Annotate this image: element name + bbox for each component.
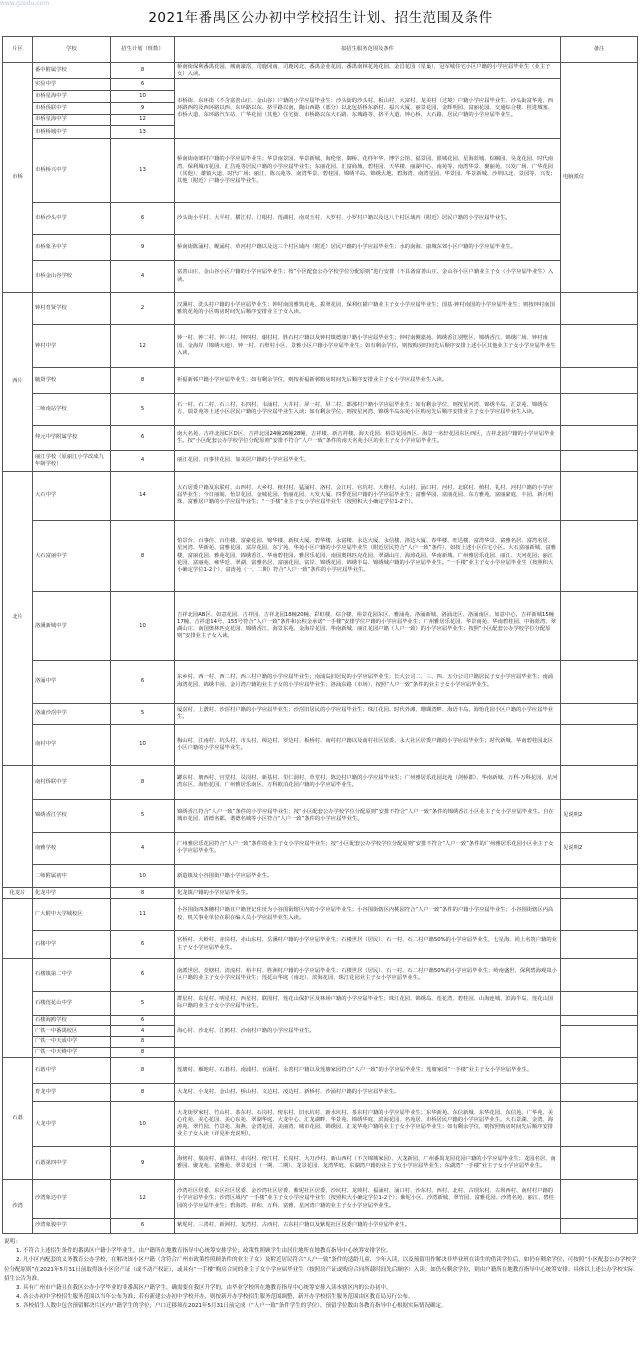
remark-cell (561, 425, 638, 451)
school-name-cell: 洛浦沙滘中学 (33, 703, 111, 724)
scope-conditions-cell: 沙头街小平村、大平村、横江村、汀根村、莲湖村、南双玉村、大罗村、小罗村户籍以及这八个村区域内（附近）居民户籍的小学应届毕业生。 (175, 203, 561, 235)
table-row (3, 79, 638, 91)
scope-conditions-cell: 汉溪村、洗头村户籍的小学应届毕业生；钟村南国雅筑花苑、拔翠花园、保利红猫户籍业主子女小学应届毕业生；国基·钟村南国的小学应届毕业生；则按钟村南国雅筑花苑的小区购房时间先后顺序安排业主子女入读。 (175, 293, 561, 325)
plan-count-cell: 4 (111, 832, 175, 864)
table-row (3, 63, 638, 79)
table-row (3, 1218, 638, 1233)
school-name-cell: 沙湾象达中学 (33, 1180, 111, 1218)
remark-cell (561, 367, 638, 393)
remark-cell: 见说明2 (561, 832, 638, 864)
school-name-cell: 育龙中学 (33, 1084, 111, 1102)
district-cell (3, 958, 33, 1057)
table-row (3, 1180, 638, 1218)
scope-conditions-cell: 富善山庄、金山谷小区户籍的小学应届毕业生；按“小区配套公办学校学位分配原则”进行安排（不具备富善山庄、金山谷小区户籍业主子女（小学应届毕业生）入读。 (175, 261, 561, 293)
remark-cell (561, 888, 638, 899)
table-row (3, 592, 638, 660)
table-row (3, 1102, 638, 1147)
remark-cell (561, 1084, 638, 1102)
table-row (3, 799, 638, 832)
school-name-cell: 化龙中学 (33, 888, 111, 899)
plan-count-cell: 6 (111, 1218, 175, 1233)
plan-count-cell: 4 (111, 261, 175, 293)
school-name-cell: 洛涌中学 (33, 660, 111, 703)
header-remark: 备注 (561, 37, 638, 63)
school-name-cell: 二师南站学校 (33, 393, 111, 425)
remark-cell (561, 592, 638, 660)
scope-conditions-cell: 群星村、东星村、明星村、西星村、联围村、莲花山保护区及林场户籍的小学应届毕业生；珠江花园、锦绣岛、莲花湾、碧桂园、山海连城、滨海半岛、莲花山国际户籍的业主子女小学应届毕业生。 (175, 992, 561, 1016)
scope-conditions-cell: 桥南街陈涌村、蚬涌村、草河村户籍以及这三个村区域内（附近）居民户籍的小学应届毕业生；水的南海、康城东郊小区户籍的小学应届毕业生。 (175, 235, 561, 261)
table-row (3, 888, 638, 899)
scope-conditions-cell (175, 1047, 561, 1058)
plan-count-cell: 8 (111, 367, 175, 393)
enrollment-table (2, 36, 638, 1234)
scope-conditions-cell: 锦绣香江符合“人户一致”条件的小学应届毕业生；按“小区配套公办学校学位分配原则”安排不符合“人户一致”条件的锦绣香江小区业主子女小学应届毕业生。自在城市花园、清德名都、谐德名城等小区符合“人户一致”条件的小学应届毕业生。 (175, 799, 561, 832)
table-row (3, 1084, 638, 1102)
header-plan: 招生计划（班数） (111, 37, 175, 63)
scope-conditions-cell: 钟一村、钟二村、钟三村、钟四村、谢村村、胜石村户籍以及钟村镇德康户籍小学应届毕业生；钟村南侧嘉苑、锦绣香江别墅区、锦绣香江、锦绣广场、钟村南国、金海岸（锦绣大地）、钟一村、石壁村小区、景雅小区户籍小学应届毕业生；如有剩余学位，则按购房时间先后顺序安排上述小区其他业主子女小学应届毕业生入读。 (175, 325, 561, 368)
school-name-cell: 市桥桥城中学 (33, 126, 111, 139)
remark-cell (561, 451, 638, 471)
district-cell: 石碁 (3, 1058, 33, 1180)
plan-count-cell: 12 (111, 1180, 175, 1218)
school-name-cell: 石碁第四中学 (33, 1147, 111, 1180)
note-item: 4. 各公办初中学校招生服务范围以当年公布为准；若有新建公办初中学校开办，则按新开办学校招生服务范围调整，新开办学校招生服务范围由区教育局另行公布。 (16, 1294, 414, 1301)
plan-count-cell: 5 (111, 393, 175, 425)
scope-conditions-cell: 石一村、石二村、石三村、石四村、韦涌村、大井村、屏一村、屏二村、都那村户籍小学应届毕业生；如有剩余学位，则按星河湾、锦绣半岛、汇景苑、锦绣东方、瑞景苑等上述小区居民户籍的小学应届毕业生入读；如有剩余学位，则按星河湾、锦绣半岛东苑小区购房先后顺序安排业主子女小学应届毕业生入读。 (175, 393, 561, 425)
school-name-cell: 广铁一中番禺校区 (33, 1026, 111, 1037)
remark-cell (561, 1218, 638, 1233)
scope-conditions-cell: 海心村、沙北村、江鸥村、沙南村户籍的小学应届毕业生。 (175, 1015, 561, 1047)
table-row (3, 471, 638, 520)
plan-count-cell: 6 (111, 958, 175, 991)
table-row (3, 451, 638, 471)
school-name-cell: 洛溪新城中学 (33, 592, 111, 660)
scope-conditions-cell: 厦滘村、上漖村、沙滘村户籍的小学应届毕业生；沙滘旧居民的小学应届毕业生；珠江花园、时代外滩、珊瑚湾畔、海语丰岛、海怡花园小区户籍的小学应届毕业生。 (175, 703, 561, 724)
scope-conditions-cell: 新造镇及小谷围街户籍小学应届毕业生。 (175, 864, 561, 888)
scope-conditions-cell: 大石居委户籍及东联村、山西村、大乡村、植村村、猛涌村、洛村、会江村、官坑村、大维村、大山村、涌口村、河村、北联村、植村、礼村、河村户籍的小学应届毕业生；今日丽阁、怡景花园、金城花园、怡丽花园、大发大厦、四季花园户籍的小学应届毕业生；富雅华园、富丽花园、东方雅苑、富丽豪庭、丰园、新月明珠、富雅居户籍的小学应届毕业生；“一手楼”业主子女小学应届毕业生（按照积大小确定学位1-2个）。 (175, 471, 561, 520)
table-row (3, 235, 638, 261)
table-row (3, 393, 638, 425)
plan-count-cell: 8 (111, 1084, 175, 1102)
remark-cell (561, 393, 638, 425)
district-cell: 市桥 (3, 63, 33, 293)
school-name-cell: 毓贤学校 (33, 367, 111, 393)
school-name-cell: 丽江学校（原丽江小学改成九年制学校） (33, 451, 111, 471)
remark-cell (561, 520, 638, 592)
plan-count-cell: 5 (111, 703, 175, 724)
plan-count-cell: 13 (111, 139, 175, 203)
table-row (3, 724, 638, 765)
school-name-cell: 南雅学校 (33, 832, 111, 864)
school-name-cell: 石碁中学 (33, 1058, 111, 1084)
table-row (3, 765, 638, 799)
school-name-cell: 实验中学 (33, 79, 111, 91)
table-row (3, 832, 638, 864)
school-name-cell: 石楼中学 (33, 931, 111, 959)
school-name-cell: 二师附属初中 (33, 864, 111, 888)
scope-conditions-cell: 化龙镇户籍的小学应届毕业生。 (175, 888, 561, 899)
remark-cell (561, 1026, 638, 1058)
school-name-cell: 沙湾象骏中学 (33, 1218, 111, 1233)
school-name-cell: 市桥金山谷学校 (33, 261, 111, 293)
plan-count-cell: 6 (111, 425, 175, 451)
scope-conditions-cell: 桥南街南郊村户籍的小学应届毕业生；华景南景园、华景新城、海伦堡、御桥、花样年华、博学公馆、福景园、银城花园、星海蓝城、棕榈园、昊龙花园、时代南湾、保利城市花园、汇昌苑等居民户籍的小学应届毕业生；东丽花园、汇富商城、碧桂园、天华楼、丽湖中心、南苑等、南湾华景、聚丽苑、兴发广场、广华花园（其他）、雄镇大道、时代广场；丽江、陈兴苑等、南湾华景、碧桂园、锦绣半岛、锦绣大地、碧海湾、南湾星园、华景园、华景新城、沙圳以北、景园等、兴发；其他（附近）户籍小学应届毕业生。 (175, 139, 561, 203)
plan-count-cell: 6 (111, 203, 175, 235)
remark-cell: 电脑派位 (561, 63, 638, 293)
district-cell: 西片 (3, 293, 33, 471)
district-cell: 沙湾 (3, 1180, 33, 1234)
school-name-cell: 广铁一中天峰中学 (33, 1047, 111, 1058)
school-name-cell: 钟村中学 (33, 325, 111, 368)
school-name-cell: 市桥桥兴中学 (33, 139, 111, 203)
page-title: 2021年番禺区公办初中学校招生计划、招生范围及条件 (148, 10, 493, 26)
table-row (3, 367, 638, 393)
plan-count-cell: 8 (111, 63, 175, 79)
scope-conditions-cell: 大龙村、小龙村、金山村、桥山村、文边村、凌边村、新桥村、沙涌村户籍的小学应届毕业生。 (175, 1084, 561, 1102)
table-row (3, 425, 638, 451)
plan-count-cell: 10 (111, 864, 175, 888)
school-name-cell: 市桥侨联中学 (33, 102, 111, 114)
header-district: 片区 (3, 37, 33, 63)
school-name-cell: 番中附属学校 (33, 63, 111, 79)
table-row (3, 958, 638, 991)
table-row (3, 293, 638, 325)
school-name-cell: 市桥象圣中学 (33, 235, 111, 261)
scope-conditions-cell: 沙湾社区居委、东区社区居委、金沙湾社区居委、紫坭社区居委、沙坑村、龙岐村、福涌村、涌口村、沙东村、西村、北村、古坝东村、古坝西村、南村村户籍的小学应届毕业生；沙湾区域内“一手楼”业主子女小学应届毕业生（按照积大小确定学位1-2个）；紫坭小区、沙湾新城、翠竹园、富雅花园、沙湾名苑、丽江、碧桂园的小学应届毕业生；碧海湾、祥和、万科、富雅、星河湾户籍的业主子女小学应届毕业生。 (175, 1180, 561, 1218)
plan-count-cell: 8 (111, 1047, 175, 1058)
remark-cell (561, 471, 638, 520)
note-item: 5. 各校招生人数中包含预留解决片区内户籍学生的学位；户口迁移须在2021年5月31日前完成（“人户一致”条件学生的学位），预留学位数由各教育指导中心根据实际情况确定。 (16, 1303, 447, 1310)
table-header-row (3, 37, 638, 63)
remark-cell (561, 992, 638, 1016)
note-item: 1. 不符合上述招生条件的番禺区户籍小学毕业生，由户籍所在地教育指导中心统筹安排学位；政策性照顾学生由居住地所在地教育指导中心统筹安排学位。 (16, 1248, 392, 1255)
district-cell (3, 765, 33, 888)
scope-conditions-cell: 南大名苑、吉祥北园C区D区、吉祥北园24幢26幢28幢、吉祥楼、新吉祥楼、海天花园、裕景花园西区、海景一名轩花园东区西区，吉祥北园户籍的小学应届毕业生。按“小区配套公办学校学位分配原则”安排不符合“人户一致”条件的南天名苑小区的业主子女小学应届毕业生。 (175, 425, 561, 451)
district-cell (3, 899, 33, 959)
table-row (3, 261, 638, 293)
notes-heading: 说明： (4, 1239, 21, 1245)
plan-count-cell: 10 (111, 724, 175, 765)
school-name-cell: 石楼海鸥学校 (33, 1015, 111, 1026)
table-row (3, 1015, 638, 1026)
watermark: www.gzedu.com (0, 0, 50, 7)
remark-cell (561, 724, 638, 765)
scope-conditions-cell: 丽江花园、百事佳花园、加美居户籍的小学应届毕业生。 (175, 451, 561, 471)
plan-count-cell: 9 (111, 235, 175, 261)
table-row (3, 864, 638, 888)
scope-conditions-cell: 大龙街罗家村、竹山村、茶东村、石岗村、傍东村、旧水坑村、新水坑村、茶东村户籍的小学应届毕业生；东华新苑、东信新城、东华花园、东信苑、广华苑、美心花苑、美心花园、美心东苑、翠湖华庭、大龙中心、汇龙湖畔、华景苑、锦绣华庭、滨海花园、名苑居、市桥居民户籍的小学应届毕业生。大石景湖、金湾、海涛苑、翠竹园、竹景苑、海燕、金湾花园、美丽湾、城市花园、锦绣园、汇龙华苑户籍的业主子女小学应届毕业生；如有剩余学位，则按照购房时间先后顺序安排业主子女入读（详见补充说明）。 (175, 1102, 561, 1147)
plan-count-cell: 5 (111, 799, 175, 832)
table-row (3, 203, 638, 235)
note-item: 3. 具有广州市户籍且在我区公办小学毕业的非番禺区户籍学生，确需要在我区升学的，由毕业学校所在地教育指导中心统筹安排入读本辖区内的公办初中。 (16, 1285, 392, 1292)
plan-count-cell: 6 (111, 931, 175, 959)
remark-cell (561, 958, 638, 991)
header-school: 学校 (33, 37, 111, 63)
remark-cell (561, 1102, 638, 1147)
table-row (3, 1058, 638, 1084)
plan-count-cell: 9 (111, 102, 175, 114)
scope-conditions-cell: 东乡村、西一村、西二村、西三村户籍的小学应届毕业生；南浦岛旧居民的小学应届毕业生；长大公司二、三、四、五分公司户籍居民子女小学应届毕业生；南浦海湾花园、锦绣丰园、金月湾户籍的业主子女的小学应届毕业生；洛涌东路（市场），按照“人户一致”条件的业主子女小学应届毕业生。 (175, 660, 561, 703)
remark-cell (561, 1015, 638, 1026)
scope-conditions-cell: 紫坭村、三善村、新洲村、龙湾村、古西村、古东村户籍以及紫坭社区居委户籍的小学应届毕业生。 (175, 1218, 561, 1233)
plan-count-cell: 9 (111, 1147, 175, 1180)
plan-count-cell: 8 (111, 1037, 175, 1048)
table-row (3, 703, 638, 724)
table-row (3, 139, 638, 203)
table-row (3, 520, 638, 592)
plan-count-cell: 6 (111, 1015, 175, 1026)
school-name-cell: 广铁一中天成中学 (33, 1037, 111, 1048)
table-row (3, 992, 638, 1016)
school-name-cell: 广大附中大学城校区 (33, 899, 111, 931)
table-row (3, 899, 638, 931)
scope-conditions-cell: 广州雅居乐花园符合“人户一致”条件的业主子女小学应届毕业生；按“小区配套公办学校学位分配原则”安排不符合“人户一致”条件的广州雅居乐花园小区业主子女小学应届毕业生。 (175, 832, 561, 864)
remark-cell (561, 325, 638, 368)
plan-count-cell: 10 (111, 91, 175, 103)
school-name-cell: 市桥星海中学 (33, 91, 111, 103)
school-name-cell: 石楼莲花山中学 (33, 992, 111, 1016)
scope-conditions-cell: 梅山村、江南村、坑头村、市头村、樟边村、罗边村、板桥村、南村村户籍以及南村社区居委、永大社区居委户籍的小学应届毕业生；时代新城、华南碧桂园北区小区户籍的小学应届毕业生。 (175, 724, 561, 765)
plan-count-cell: 8 (111, 1058, 175, 1084)
table-row (3, 660, 638, 703)
plan-count-cell: 8 (111, 520, 175, 592)
plan-count-cell: 12 (111, 114, 175, 126)
plan-count-cell: 13 (111, 126, 175, 139)
scope-conditions-cell: 市桥街、东环街（不含富善山庄、金山谷）户籍的小学应届毕业生；沙头街的沙头村、板山村、大富村、龙美村（过境）户籍小学应届毕业生、沙头街富华苑、西环路西的及西环路以西、东环路以东、挤平路以南、陶山西路（部分）以北包括桥东新村、福兴大厦、丽景花园、金辉明园、富丽花园、交通综合楼、桂进城塞、市桥大道、东环路汽车站、广华花园（其他）住宅街、市桥路以东大石路、东城路等、挤平大道、钟心桥、大石路，居民户籍的小学应届毕业生。 (175, 79, 561, 139)
table-row (3, 931, 638, 959)
remark-cell (561, 765, 638, 799)
plan-count-cell: 10 (111, 1102, 175, 1147)
plan-count-cell: 11 (111, 899, 175, 931)
remark-cell (561, 864, 638, 888)
school-name-cell: 大石中学 (33, 471, 111, 520)
remark-cell (561, 899, 638, 931)
scope-conditions-cell: 莲塘村、雁地村、石碁村、南浦村、官涌村、永善村户籍以及莲塘家园符合“人户一致”的小学应届毕业生；莲塘家园“一手楼”业主子女小学应届毕业生。 (175, 1058, 561, 1084)
table-row (3, 325, 638, 368)
plan-count-cell: 14 (111, 471, 175, 520)
scope-conditions-cell: 官桥村、大岭村、赤岗村、赤山东村、岳溪村户籍的小学应届毕业生；石楼世居（居民）、石一村、石二村户籍50%的小学应届毕业生，七星海、尚上名筑户籍的业主子女小学应届毕业生。 (175, 931, 561, 959)
plan-count-cell: 6 (111, 660, 175, 703)
scope-conditions-cell: 桥南街保利番禺花园、城南濠滘、司鹿冈南、司鹿冈北、番禺金业花园、番禺南林花苑花园、金昌花园（星巢），冠军城住宅小区户籍的小学应届毕业生（业主子女）入读。 (175, 63, 561, 79)
plan-count-cell: 4 (111, 451, 175, 471)
plan-count-cell: 12 (111, 325, 175, 368)
plan-count-cell: 8 (111, 765, 175, 799)
remark-cell (561, 293, 638, 325)
remark-cell: 见说明2 (561, 799, 638, 832)
school-name-cell: 南村侨联中学 (33, 765, 111, 799)
scope-conditions-cell: 罐东村、塘西村、官堂村、员岗村、新基村、里仁洞村、草堂村、陈边村户籍的小学应届毕业生；广州雅居乐花园北苑（剑桥郡）、华南新城、万科·万科花园、星河湾东区、海怡花园、广州雅居乐南区、万科欧泊花园户籍的小学应届毕业生。 (175, 765, 561, 799)
table-row (3, 1147, 638, 1180)
school-name-cell: 锦绣香江学校 (33, 799, 111, 832)
scope-conditions-cell: 祈福新邨户籍小学应届毕业生；如有剩余学位，则按祈福新邨购房时间先后顺序安排业主子女小学应届毕业生入读。 (175, 367, 561, 393)
scope-conditions-cell: 小谷围街四条穗村户籍且户籍登记住址为小谷围街辖区内的小学应届毕业生；小谷围街辖区内桃园符合“人户一致”条件的户籍小学应届毕业生；小谷围街辖区内高校、机关事业单位在职在编人员小学应届毕业生入读。 (175, 899, 561, 931)
remark-cell (561, 1147, 638, 1180)
scope-conditions-cell: 海傍村、凰凌村、前锋村、赤岗村、傍江村、长岗村、大刀沙村、新山西村（不含锦城家园）、大龙新园、广州番禺龙园花园户籍的小学应届毕业生；龙园名居、南雅园、聚龙苑、富雅苑、翠景花园（一期、二期）、龙景花园、龙湾华庭、东湖湾户籍的业主子女小学应届毕业生；东湖湾“一手楼”业主子女小学应届毕业生。 (175, 1147, 561, 1180)
school-name-cell: 市桥星海中学 (33, 114, 111, 126)
remark-cell (561, 931, 638, 959)
plan-count-cell: 5 (111, 992, 175, 1016)
school-name-cell: 仲元中学附属学校 (33, 425, 111, 451)
school-name-cell: 大石富丽中学 (33, 520, 111, 592)
district-cell: 化龙片 (3, 888, 33, 899)
plan-count-cell: 2 (111, 293, 175, 325)
scope-conditions-cell: 怕景台、百事佳、百佳楼、富豪花园、锦华楼、新权大厦、碧华楼、永富楼、永达大厦、永信楼、洛达大厦、春华楼、旺达楼、富湾华景、富雅名居、富湾名居、星河湾、华新苑、富雅花园、富岸花园、东宁苑、华苑小区户籍的小学应届毕业生（附近居民符合“人户一致”条件），如按上述小区住宅小区。大石富丽新城、富雅楼、富丽花园、雅苑花园、锦绣香江、华南碧桂园、雅居乐花园、南国奥林匹克花园、翠湖山庄、海涛花园、华南新城、广州雅居乐花园、丽江、天河花园；丽江花园、富丽苑、雍华廷、翠湖、富雅名居、富丽花园、富岸、锦绣花园、锦绣半岛、锦绣城户籍的小学应届毕业生。“一手楼”业主子女小学应届毕业生（按照积大小确定学位1-2个）、富涛苑（一、二期）符合“人户一致”条件的小学应届毕业生。 (175, 520, 561, 592)
notes-section (4, 1238, 637, 1312)
remark-cell (561, 660, 638, 703)
school-name-cell: 石楼镇第二中学 (33, 958, 111, 991)
plan-count-cell: 8 (111, 888, 175, 899)
note-item: 2. 凡小区内配套的义务教育公办学校，在解决该小区户籍（含符合广州市政策性照顾条件的业主子女）及附近居民符合“人户一致”条件的适龄儿童、少年入读，以及预留用作解决非毕业班在读生的借读学位后，如仍有剩余学位，可按照“小区配套公办学校学位分配原则”在2021年5月31日前取得该小区房产证（或不动产权证），或具有“一手楼”购房合同的业主子女小学应届毕业生（按照房产证或购房合同所载时间先后顺序）入读；如仍有剩余学位，则由户籍所在地教育指导中心统筹安排；具体以上述公办学校实际招生公告为准。 (4, 1257, 637, 1282)
district-cell: 北片 (3, 471, 33, 765)
school-name-cell: 市桥沙头中学 (33, 203, 111, 235)
header-scope: 拟招生服务范围及条件 (175, 37, 561, 63)
plan-count-cell: 10 (111, 592, 175, 660)
plan-count-cell: 6 (111, 79, 175, 91)
remark-cell (561, 1058, 638, 1084)
scope-conditions-cell: 吉祥北园AB区、如意花园、吉祥园、吉祥北园18幢20幢、彩虹楼、综合楼、裕景花园东区、雅涌苑、洛涌新城、洛涌北区、洛涌南区、如意中心、吉祥新城15幢17幢、吉祥道14号、155号符合“人户一致”条件和公积金承诺“一手楼”安排学位户籍的小学应届毕业生；广州雅居乐花园、华景南苑、华南碧桂园、中海蓝湾、翠湖山庄、南国奥林匹克花园、锦绣香江、海景东苑、金海岸花园、华南新城、丽江花园户籍（人户一致）的小学应届毕业生；按照“小区配套公办学校学位分配原则”安排业主子女入读。 (175, 592, 561, 660)
plan-count-cell: 4 (111, 1026, 175, 1037)
table-row (3, 1047, 638, 1058)
school-name-cell: 钟村育贤学校 (33, 293, 111, 325)
remark-cell (561, 703, 638, 724)
school-name-cell: 大龙中学 (33, 1102, 111, 1147)
remark-cell (561, 1180, 638, 1218)
school-name-cell: 南村中学 (33, 724, 111, 765)
scope-conditions-cell: 南派世居、茭塘村、清流村、裕丰村、胜洲村户籍的小学应届毕业生；石楼世居（居民）、石一村、石二村户籍50%的小学应届毕业生；岭南盛世、保利碧海观岚小区户籍的业主子女小学应届毕业生；莲花山华庭（南北）、滨海花园、珠江花园业主子女小学应届毕业生。 (175, 958, 561, 991)
